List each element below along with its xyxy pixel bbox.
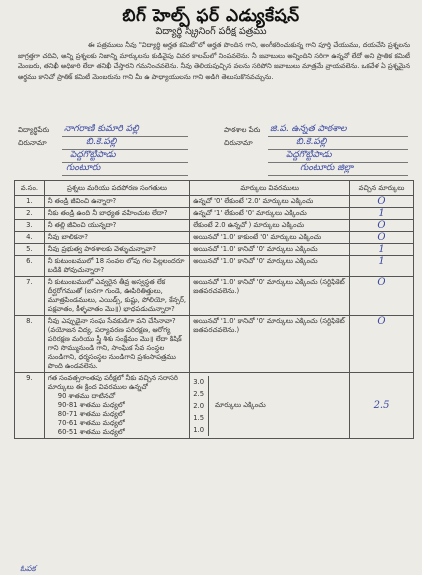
row-number: 4. [15,232,45,244]
table-row [15,232,414,244]
marks-rule: ఉన్నచో '0' లేకుంటే '2.0' మార్కులు ఎక్కించు [190,196,350,208]
marks-rule-cell [190,373,350,439]
scale-value: 3.0 [193,377,205,386]
row-number: 2. [15,208,45,220]
table-row [15,373,414,439]
header-serial: వ.సం. [15,181,45,196]
marks-rule: అయినచో '1.0' కానిచో '0' మార్కులు ఎక్కించు (సర్టిఫికెట్ జతపరచవలెను.) [190,277,350,316]
row-number: 9. [15,373,45,439]
question-text: నీ తండ్రి జీవించి ఉన్నారా? [44,196,189,208]
table-row [15,196,414,208]
marks-obtained[interactable]: O [350,316,414,373]
marks-rule: మార్కులు ఎక్కించు [215,401,266,409]
instructions-text: ఈ పత్రములు నీవు "విద్యార్థి అర్హత కమిటీ"లో అర్హత పొందిన గాని, అంగీకరించుకున్న గాని పూర్తి చేయుము, దయచేసి ప్రశ్నలను జాగ్రత్తగా చదివి, అన్ని ప్రశ్నలకు నిజాన్ని మార్కులను కుడివైపు చివర కాలమ్‌లో నింపవలెను. నీ జవాబులు అన్నిందిని సరిగా ఉన్నవో లేదో అని ప్రాతిక కమిటీ మెంబరు, తనిఖీ అధికారి లేదా తనిఖీ చేస్తారని గమనించవలెను. నీవు తెలియపుచ్చిన వలను సరిపోని జవాబులు మాత్రమే వ్రాయవలెను. ఒకవేళ ఏ ప్రశ్నమైన అర్థము కానిచో ప్రాతిక్ కమిటీ మెంబరును గాని మీ ఉ పాధ్యాయులను గాని అడిగి తెలుసుకొనవచ్చును. [18,41,410,81]
row-number: 7. [15,277,45,316]
question-text: నీ కుటుంబములో 18 సంవల లోపు గల పిల్లలందరూ బడికి పోవుచున్నారా? [44,256,189,277]
student-village-value[interactable]: పెద్దగొట్టిపాడు [70,150,116,160]
scale-value: 2.5 [193,389,205,398]
footer-note: ఓపక [20,564,36,573]
school-district-value[interactable]: గుంటూరు జిల్లా [300,163,354,173]
marks-obtained[interactable]: O [350,196,414,208]
row-number: 8. [15,316,45,373]
grade-band: 60-51 శాతము మధ్యలో [57,428,125,436]
school-name-label: పాఠశాల పేరు [224,126,261,134]
student-name-label: విద్యార్థిపేరు [18,126,50,134]
school-address-line-3 [268,175,408,176]
marks-rule: అయినచో '1.0' కానిచో '0' మార్కులు ఎక్కించు (సర్టిఫికెట్ జతపరచవలెను.) [190,316,350,373]
instructions-paragraph [18,40,410,82]
grade-band: 90 శాతము దాటినచో [57,392,116,400]
marks-obtained[interactable]: O [350,277,414,316]
row-number: 5. [15,244,45,256]
student-district-value[interactable]: గుంటూరు [66,163,101,173]
grade-bands [48,392,186,437]
student-name-value[interactable]: నాగరాణి కుమారి పల్లి [64,124,139,134]
marks-rule: అయినచో '1.0' కాకుంటే '0' మార్కులు ఎక్కించు [190,232,350,244]
question-text: నీ కుటుంబములో ఎవ్వరైన తీవ్ర అస్వస్థత లేక దీర్ఘరోగముతో (ఐనగా గుండె, ఊపిరితిత్తులు, మూత్రపిండములు, ఎయిడ్స్, కుష్టు, పోలియో, కేన్సర్, పక్షవాతం, కీళ్ళవాతం మొ॥) భాధపడుచున్నారా? [44,277,189,316]
scoring-table [14,180,414,439]
student-address-line-3 [62,175,188,176]
table-row [15,256,414,277]
table-header-row [15,181,414,196]
form-title: బిగ్ హెల్ప్ ఫర్ ఎడ్యుకేషన్ [122,6,300,26]
student-name-line [62,136,188,137]
marks-rule: ఉన్నచో '1' లేకుంటే '0' మార్కులు ఎక్కించు [190,208,350,220]
question-text: నీ తల్లి జీవించి యున్నదా? [44,220,189,232]
school-name-line [268,136,408,137]
table-row [15,208,414,220]
scale-value: 1.0 [193,425,205,434]
school-village-value[interactable]: పెద్దగొట్టిపాడు [286,150,332,160]
form-subtitle: విద్యార్థి స్క్రీనింగ్ పరీక్ష పత్రము [155,26,267,37]
table-row [15,220,414,232]
header-questions: ప్రశ్నలు మరియు పదపోరణ సంగతులు [44,181,189,196]
grade-band: 90-81 శాతము మధ్యలో [57,401,125,409]
school-name-value[interactable]: జి.ప. ఉన్నత పాఠశాల [270,124,347,134]
school-address-label: చిరునామా [224,139,253,147]
marks-obtained[interactable]: 1 [350,244,414,256]
table-row [15,244,414,256]
scale-values [193,376,209,436]
scale-value: 1.5 [193,413,205,422]
scale-value: 2.0 [193,401,205,410]
grade-band: 80-71 శాతము మధ్యలో [57,410,125,418]
row-number: 6. [15,256,45,277]
row-number: 3. [15,220,45,232]
question-cell [44,373,189,439]
question-text: నీవు బాలికనా? [44,232,189,244]
marks-rule: అయినచో '1.0' కానిచో '0' మార్కులు ఎక్కించు [190,256,350,277]
header-marks-details: మార్కులు వివరములు [190,181,350,196]
question-text: గత సంవత్సరాంతపు పరీక్షలో నీకు వచ్చిన సరాసరి మార్కులు ఈ క్రింద వివరముల ఉన్నచో [47,374,178,391]
marks-obtained[interactable]: O [350,232,414,244]
marks-obtained[interactable]: 1 [350,256,414,277]
question-text: నీకు తండ్రి ఉంది నీ బాధ్యత వహించుట లేదా? [44,208,189,220]
marks-scale [193,376,346,436]
marks-rule: లేకుంటే 2.0 ఉన్నచో ) మార్కులు ఎక్కించు [190,220,350,232]
row-number: 1. [15,196,45,208]
marks-obtained[interactable]: O [350,220,414,232]
marks-obtained[interactable]: 2.5 [350,373,414,439]
header-marks-obtained: వచ్చిన మార్కులు [350,181,414,196]
marks-obtained[interactable]: 1 [350,208,414,220]
question-text: నీవు ప్రభుత్వ పాఠశాలకు వెళ్ళుచున్నావా? [44,244,189,256]
grade-band: 70-61 శాతము మధ్యలో [57,419,125,427]
student-address-label: చిరునామా [18,139,47,147]
marks-rule: అయినచో '1.0' కానిచో '0' మార్కులు ఎక్కించు [190,244,350,256]
question-text: నీవు ఎప్పుడైనా సంఘ సేవకుడిగా పని చేసినావా? (వయోజన విద్య, పర్యావరణ పరిరక్షణ, ఆరోగ్య పరిరక్షణ మరియు స్త్రీ శిశు సంక్షేమం మొ॥ లేదా కిషిక్ గాని సొమ్మునుండి గాని, సాంఘిక సేవ సంస్థల నుండిగాని, ధర్మసంస్థల నుండిగాని ప్రశంసాపత్రము పొంది ఉండవలెను. [44,316,189,373]
table-row [15,316,414,373]
school-address-value[interactable]: బి.కె.పల్లి [296,137,327,147]
table-row [15,277,414,316]
student-address-value[interactable]: బి.కె.పల్లి [86,137,117,147]
